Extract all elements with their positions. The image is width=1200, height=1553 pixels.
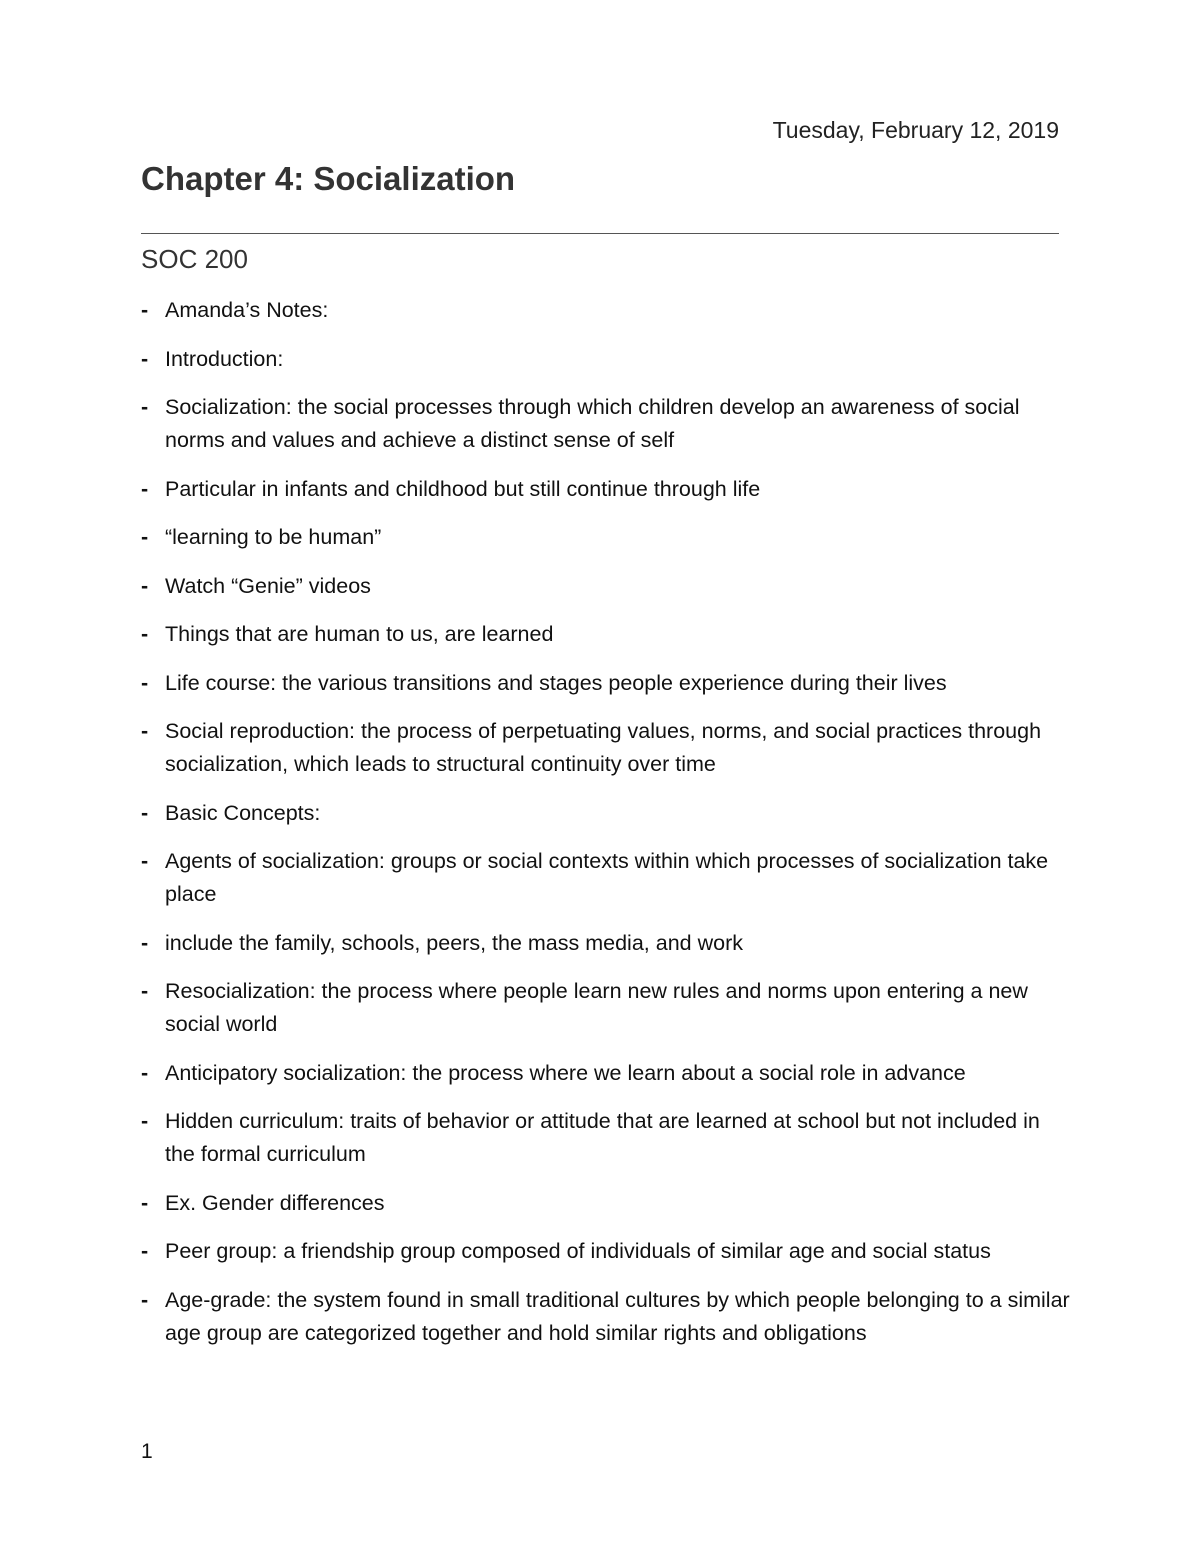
note-text: Ex. Gender differences [165,1190,385,1215]
note-text: Resocialization: the process where people learn new rules and norms upon entering a new social world [165,979,1028,1036]
list-item [141,927,1071,960]
bullet-dash-icon: - [141,622,149,646]
course-label: SOC 200 [141,244,248,274]
bullet-dash-icon: - [141,1190,149,1215]
bullet-dash-icon: - [141,1239,149,1263]
note-text: “learning to be human” [165,525,382,549]
bullet-dash-icon: - [141,800,149,825]
bullet-dash-icon: - [141,1109,149,1133]
bullet-dash-icon: - [141,525,149,549]
list-item [141,391,1071,457]
list-item [141,667,1071,700]
list-item [141,715,1071,781]
list-item [141,343,1071,376]
bullet-dash-icon: - [141,849,149,873]
page-title: Chapter 4: Socialization [141,160,516,197]
bullet-dash-icon: - [141,1287,149,1312]
note-text: Age-grade: the system found in small traditional cultures by which people belonging to a similar age group are categorized together and hold similar rights and obligations [165,1287,1070,1345]
list-item [141,797,1071,830]
list-item [141,1187,1071,1220]
note-text: Introduction: [165,346,284,371]
bullet-dash-icon: - [141,346,149,371]
bullet-dash-icon: - [141,670,149,695]
note-text: Hidden curriculum: traits of behavior or attitude that are learned at school but not included in the formal curriculum [165,1109,1040,1166]
note-text: Things that are human to us, are learned [165,622,554,646]
list-item [141,1105,1071,1171]
note-text: Particular in infants and childhood but still continue through life [165,476,761,501]
list-item [141,975,1071,1041]
bullet-dash-icon: - [141,573,149,598]
list-item [141,1057,1071,1090]
bullet-dash-icon: - [141,719,149,743]
list-item [141,294,1071,327]
note-text: Basic Concepts: [165,800,321,825]
bullet-dash-icon: - [141,979,149,1003]
note-text: Peer group: a friendship group composed of individuals of similar age and social status [165,1239,991,1263]
notes-list [141,294,1071,1365]
note-text: Social reproduction: the process of perpetuating values, norms, and social practices through socialization, which leads to structural continuity over time [165,719,1042,776]
note-text: Watch “Genie” videos [165,573,371,598]
date-label: Tuesday, February 12, 2019 [772,117,1059,143]
note-text: include the family, schools, peers, the mass media, and work [165,930,743,955]
list-item [141,845,1071,911]
title-divider [141,233,1059,234]
note-text: Socialization: the social processes through which children develop an awareness of social norms and values and achieve a distinct sense of self [165,395,1020,452]
list-item [141,570,1071,603]
note-text: Amanda’s Notes: [165,298,329,322]
list-item [141,521,1071,554]
list-item [141,1235,1071,1268]
bullet-dash-icon: - [141,395,149,419]
note-text: Life course: the various transitions and stages people experience during their lives [165,670,947,695]
note-text: Agents of socialization: groups or social contexts within which processes of socialization take place [165,849,1049,906]
note-text: Anticipatory socialization: the process where we learn about a social role in advance [165,1060,966,1085]
list-item [141,618,1071,651]
bullet-dash-icon: - [141,930,149,955]
bullet-dash-icon: - [141,1060,149,1085]
bullet-dash-icon: - [141,476,149,501]
bullet-dash-icon: - [141,298,149,322]
page-number: 1 [141,1440,153,1463]
list-item [141,1284,1071,1350]
list-item [141,473,1071,506]
